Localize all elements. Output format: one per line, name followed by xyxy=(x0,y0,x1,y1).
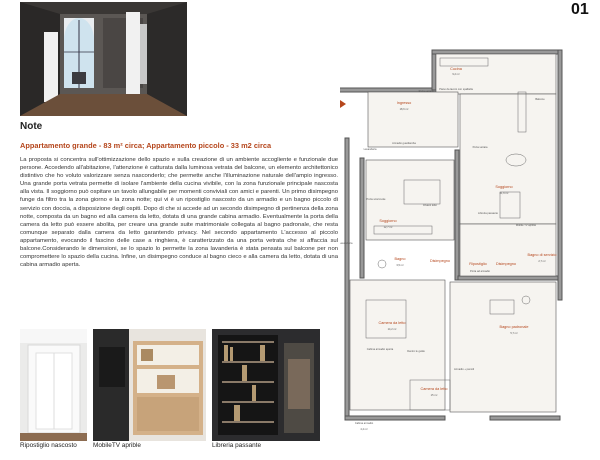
room-camera-area: 14,2 m² xyxy=(387,328,397,331)
label-armadio-guardaroba: Armadio guardaroba xyxy=(392,142,416,145)
interior-photo xyxy=(20,2,187,116)
room-cucina-area: 9,2 m² xyxy=(452,73,460,76)
room-camera-2-area: 15 m² xyxy=(430,394,438,397)
label-libreria: Libreria passante xyxy=(478,212,498,215)
room-soggiorno: Soggiorno xyxy=(495,185,513,189)
caption-tv-unit: MobileTV aprible xyxy=(93,442,141,449)
label-cabina-armadio-2: Cabina armadio xyxy=(354,422,374,425)
label-porta-scorrevole: Porta scorrevole xyxy=(366,198,386,201)
floor-plan-drawing xyxy=(340,0,600,460)
label-balcone: Balcone xyxy=(535,98,545,101)
thumbnail-tv-unit xyxy=(93,329,206,441)
label-porta-ad-armadio: Porta ad armadio xyxy=(470,270,490,273)
room-soggiorno-2: Soggiorno xyxy=(379,219,397,223)
interior-photo-drawing xyxy=(20,2,187,116)
label-cabina-armadio: Cabina armadio aperta xyxy=(366,348,394,351)
room-ingresso-area: 18,6 m² xyxy=(399,108,409,111)
label-piano-lavoro: Piano da lavoro con spalliella xyxy=(439,88,473,91)
label-mobile-tv: Mobile TV aprible xyxy=(515,224,537,227)
caption-bookshelf: Libreria passante xyxy=(212,442,262,449)
room-camera: Camera da letto xyxy=(378,321,406,325)
notes-heading: Note xyxy=(20,121,43,132)
room-ripostiglio: Ripostiglio xyxy=(469,262,487,266)
description-text: La proposta si concentra sull'ottimizzazione dello spazio e sulla creazione di un ambiente accogliente e funzionale due persone. Accedendo all'abitazione, l'attenzione è catturata dalla luminosa vetrata del balcone, un elemento architettonico distintivo che ho voluto valorizzare senza nasconderlo; che permette anche l'illuminazione naturale dell'ampio ingresso. Una grande porta vetrata permette di isolare l'ambiente della cucina vivibile, con la zona funzionale principale nascosta alla vista. Il soggiorno può ospitare un tavolo allungabile per momenti conviviali con amici e parenti. Un primo disimpegno funge da filtro tra la zona giorno e la zona notte; qui vi è un ripostiglio nascosto da un armadio e un bagno piccolo di servizio con doccia, a disposizione degli ospiti. Dopo di che si accede ad un secondo disimpegno di pertinenza della zona notte, composta da un bagno ed alla camera da letto, dotata di una grande cabina armadio. Eventualmente la porta della camera da letto può essere abolita, per creare una grande suite matrimoniale collegata al bagno padronale, che resta comunque separato dalla camera da letto garantendo privacy. Nel secondo appartamento L'accesso al piccolo appartamento, evocando il fascino delle case a ringhiera, è caratterizzato da una porta vetrata che si affaccia sul balcone.Considerando le dimensioni, se lo spazio lo permette la zona lavanderia è stata pensata sul balcone per non compromettere lo spazio della cucina. Infine, un disimpegno conduce al bagno cieco e alla camera da letto, dotata di una cabina armadio aperta. xyxy=(20,157,338,269)
page-number: 01 xyxy=(571,1,589,18)
label-lavanderia-2: Lavanderia xyxy=(340,242,353,245)
tv-unit-photo xyxy=(93,329,206,441)
room-bagno-padronale-area: 5,7 m² xyxy=(510,332,518,335)
room-camera-2: Camera da letto xyxy=(420,387,448,391)
label-armadio-pensili: Armadio + pensili xyxy=(454,368,474,371)
room-bagno-servizio-area: 2,7 m² xyxy=(538,260,546,263)
label-cabina-armadio-2-area: 4,4 m² xyxy=(360,428,368,431)
thumbnail-hidden-closet xyxy=(20,329,87,441)
label-dentro-armadio: Dentro le guide xyxy=(407,350,425,353)
apartment-heading: Appartamento grande - 83 m² circa; Appartamento piccolo - 33 m2 circa xyxy=(20,141,272,150)
bookshelf-photo xyxy=(212,329,320,441)
caption-hidden-closet: Ripostiglio nascosto xyxy=(20,442,77,449)
room-soggiorno-2-area: 12,7 m² xyxy=(383,226,393,229)
label-lavanderia: Lavanderia xyxy=(363,148,377,151)
room-bagno-padronale: Bagno padronale xyxy=(499,325,529,329)
floor-plan xyxy=(340,0,600,460)
label-porta-vetrata: Porta vetrata xyxy=(418,90,434,93)
room-ingresso: Ingresso xyxy=(396,101,412,105)
label-divano-letto: Divano letto xyxy=(423,204,437,207)
room-soggiorno-area: 21,6 m² xyxy=(499,192,509,195)
label-porta-vetrata-2: Porta vetrata xyxy=(472,146,488,149)
room-disimpegno-2: Disimpegno xyxy=(495,262,517,266)
hidden-closet-photo xyxy=(20,329,87,441)
room-bagno: Bagno xyxy=(394,257,406,261)
thumbnail-bookshelf xyxy=(212,329,320,441)
room-bagno-servizio: Bagno di servizio xyxy=(527,253,557,257)
room-disimpegno-1: Disimpegno xyxy=(429,259,451,263)
room-bagno-area: 3,5 m² xyxy=(396,264,404,267)
room-cucina: Cucina xyxy=(450,67,462,71)
